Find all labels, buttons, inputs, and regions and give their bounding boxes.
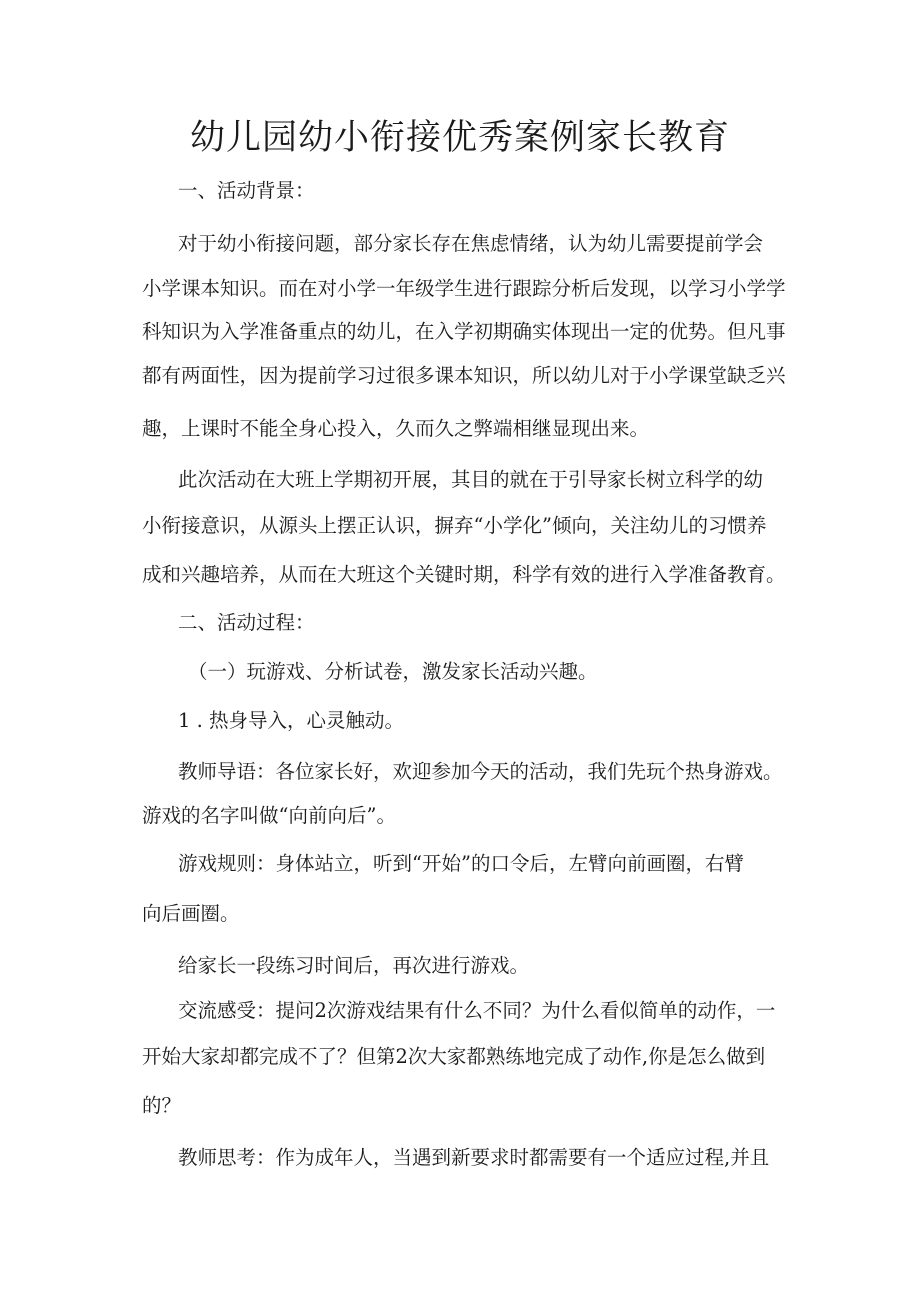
paragraph-line: 游戏规则：身体站立，听到“开始”的口令后，左臂向前画圈，右臂 [178, 852, 744, 875]
paragraph-line: 成和兴趣培养，从而在大班这个关键时期，科学有效的进行入学准备教育。 [142, 563, 786, 586]
paragraph-line: 的？ [142, 1094, 182, 1117]
paragraph-line: 此次活动在大班上学期初开展，其目的就在于引导家长树立科学的幼 [178, 468, 764, 491]
paragraph-line: 游戏的名字叫做“向前向后”。 [142, 804, 396, 827]
paragraph-line: 给家长一段练习时间后，再次进行游戏。 [178, 954, 530, 977]
paragraph-line: 对于幼小衔接问题，部分家长存在焦虑情绪，认为幼儿需要提前学会 [178, 232, 764, 255]
paragraph-line: 科知识为入学准备重点的幼儿，在入学初期确实体现出一定的优势。但凡事 [142, 320, 786, 343]
paragraph-line: 教师思考：作为成年人，当遇到新要求时都需要有一个适应过程,并且 [178, 1146, 770, 1169]
paragraph-line: 小学课本知识。而在对小学一年级学生进行跟踪分析后发现，以学习小学学 [142, 277, 786, 300]
paragraph-line: 二、活动过程： [178, 611, 315, 634]
paragraph-line: 教师导语：各位家长好，欢迎参加今天的活动，我们先玩个热身游戏。 [178, 760, 783, 783]
paragraph-line: 向后画圈。 [142, 902, 240, 925]
paragraph-line: 小衔接意识，从源头上摆正认识，摒弃“小学化”倾向，关注幼儿的习惯养 [142, 514, 767, 537]
paragraph-line: 一、活动背景： [178, 179, 315, 202]
paragraph-line: （一）玩游戏、分析试卷，激发家长活动兴趣。 [188, 660, 598, 683]
document-title: 幼儿园幼小衔接优秀案例家长教育 [189, 118, 730, 158]
paragraph-line: 1 . 热身导入，心灵触动。 [178, 709, 405, 732]
paragraph-line: 开始大家却都完成不了？但第2次大家都熟练地完成了动作,你是怎么做到 [142, 1045, 766, 1068]
paragraph-line: 交流感受：提问2次游戏结果有什么不同？为什么看似简单的动作，一 [178, 999, 776, 1022]
paragraph-line: 趣，上课时不能全身心投入，久而久之弊端相继显现出来。 [142, 417, 650, 440]
paragraph-line: 都有两面性，因为提前学习过很多课本知识，所以幼儿对于小学课堂缺乏兴 [142, 364, 786, 387]
